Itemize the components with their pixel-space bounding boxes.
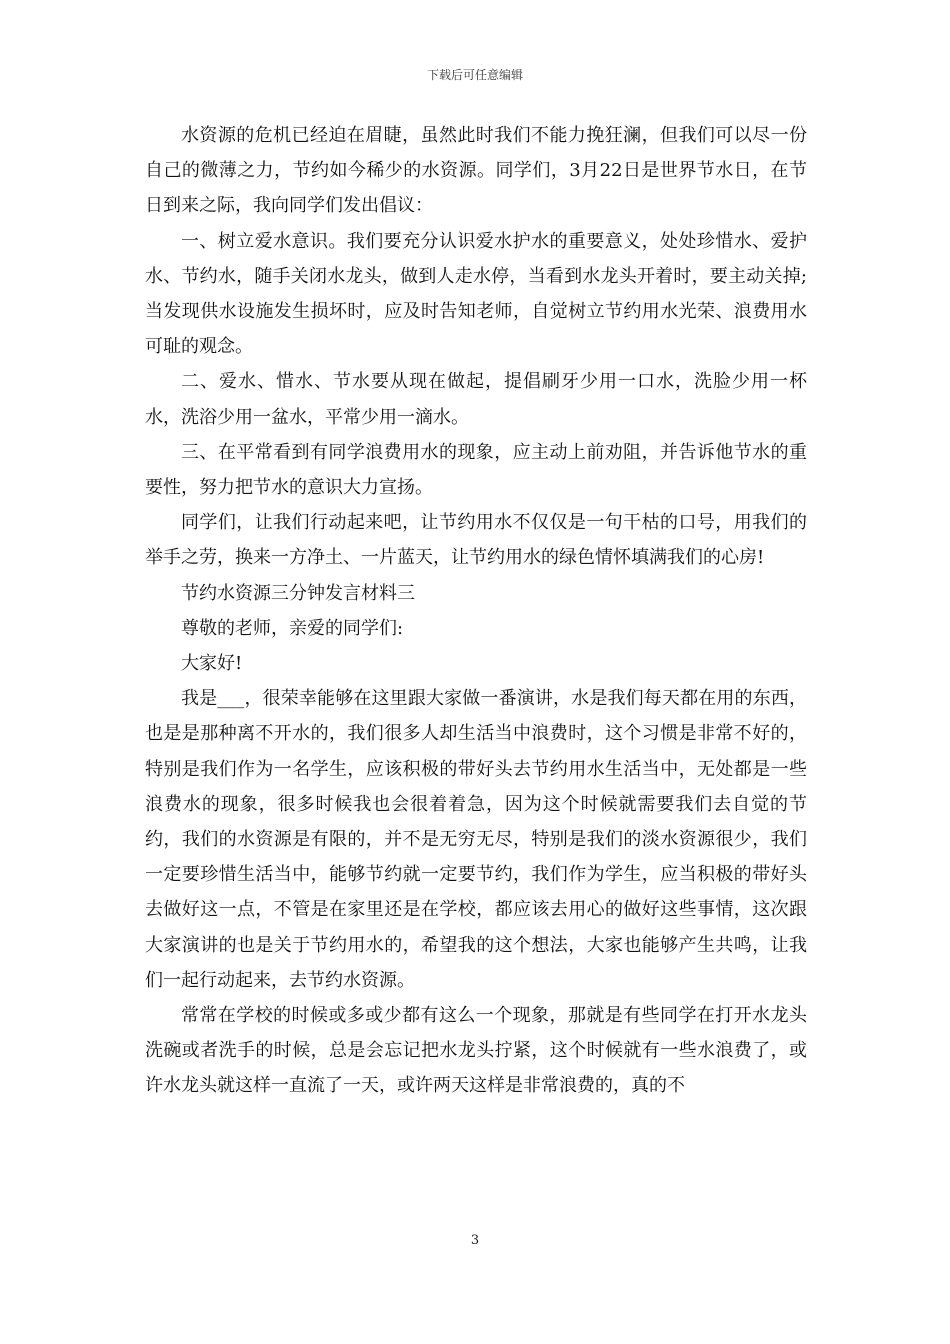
paragraph: 一、树立爱水意识。我们要充分认识爱水护水的重要意义，处处珍惜水、爱护水、节约水，随手关闭水龙头，做到人走水停，当看到水龙头开着时，要主动关掉;当发现供水设施发生损坏时，应及时告知老师，自觉树立节约用水光荣、浪费用水可耻的观念。 <box>145 230 807 358</box>
section-title: 节约水资源三分钟发言材料三 <box>181 582 415 604</box>
page-header: 下载后可任意编辑 <box>426 68 523 82</box>
salutation: 尊敬的老师，亲爱的同学们: <box>181 617 404 639</box>
paragraph: 同学们，让我们行动起来吧，让节约用水不仅仅是一句干枯的口号，用我们的举手之劳，换来一方净土、一片蓝天，让节约用水的绿色情怀填满我们的心房! <box>145 512 807 569</box>
paragraph: 水资源的危机已经迫在眉睫，虽然此时我们不能力挽狂澜，但我们可以尽一份自己的微薄之力，节约如今稀少的水资源。同学们，3月22日是世界节水日，在节日到来之际，我向同学们发出倡议： <box>145 125 807 217</box>
paragraph: 二、爱水、惜水、节水要从现在做起，提倡刷牙少用一口水，洗脸少用一杯水，洗浴少用一盆水，平常少用一滴水。 <box>145 371 807 428</box>
page-number: 3 <box>470 1233 480 1248</box>
document-body <box>145 118 807 1104</box>
paragraph: 常常在学校的时候或多或少都有这么一个现象，那就是有些同学在打开水龙头洗碗或者洗手的时候，总是会忘记把水龙头拧紧，这个时候就有一些水浪费了，或许水龙头就这样一直流了一天，或许两天这样是非常浪费的，真的不 <box>145 1005 807 1097</box>
paragraph: 我是___，很荣幸能够在这里跟大家做一番演讲，水是我们每天都在用的东西，也是是那种离不开水的，我们很多人却生活当中浪费时，这个习惯是非常不好的，特别是我们作为一名学生，应该积极的带好头去节约用水生活当中，无处都是一些浪费水的现象，很多时候我也会很着着急，因为这个时候就需要我们去自觉的节约，我们的水资源是有限的，并不是无穷无尽，特别是我们的淡水资源很少，我们一定要珍惜生活当中，能够节约就一定要节约，我们作为学生，应当积极的带好头去做好这一点，不管是在家里还是在学校，都应该去用心的做好这些事情，这次跟大家演讲的也是关于节约用水的，希望我的这个想法，大家也能够产生共鸣，让我们一起行动起来，去节约水资源。 <box>145 688 807 991</box>
greeting: 大家好! <box>181 653 243 675</box>
paragraph: 三、在平常看到有同学浪费用水的现象，应主动上前劝阻，并告诉他节水的重要性，努力把节水的意识大力宣扬。 <box>145 441 807 499</box>
